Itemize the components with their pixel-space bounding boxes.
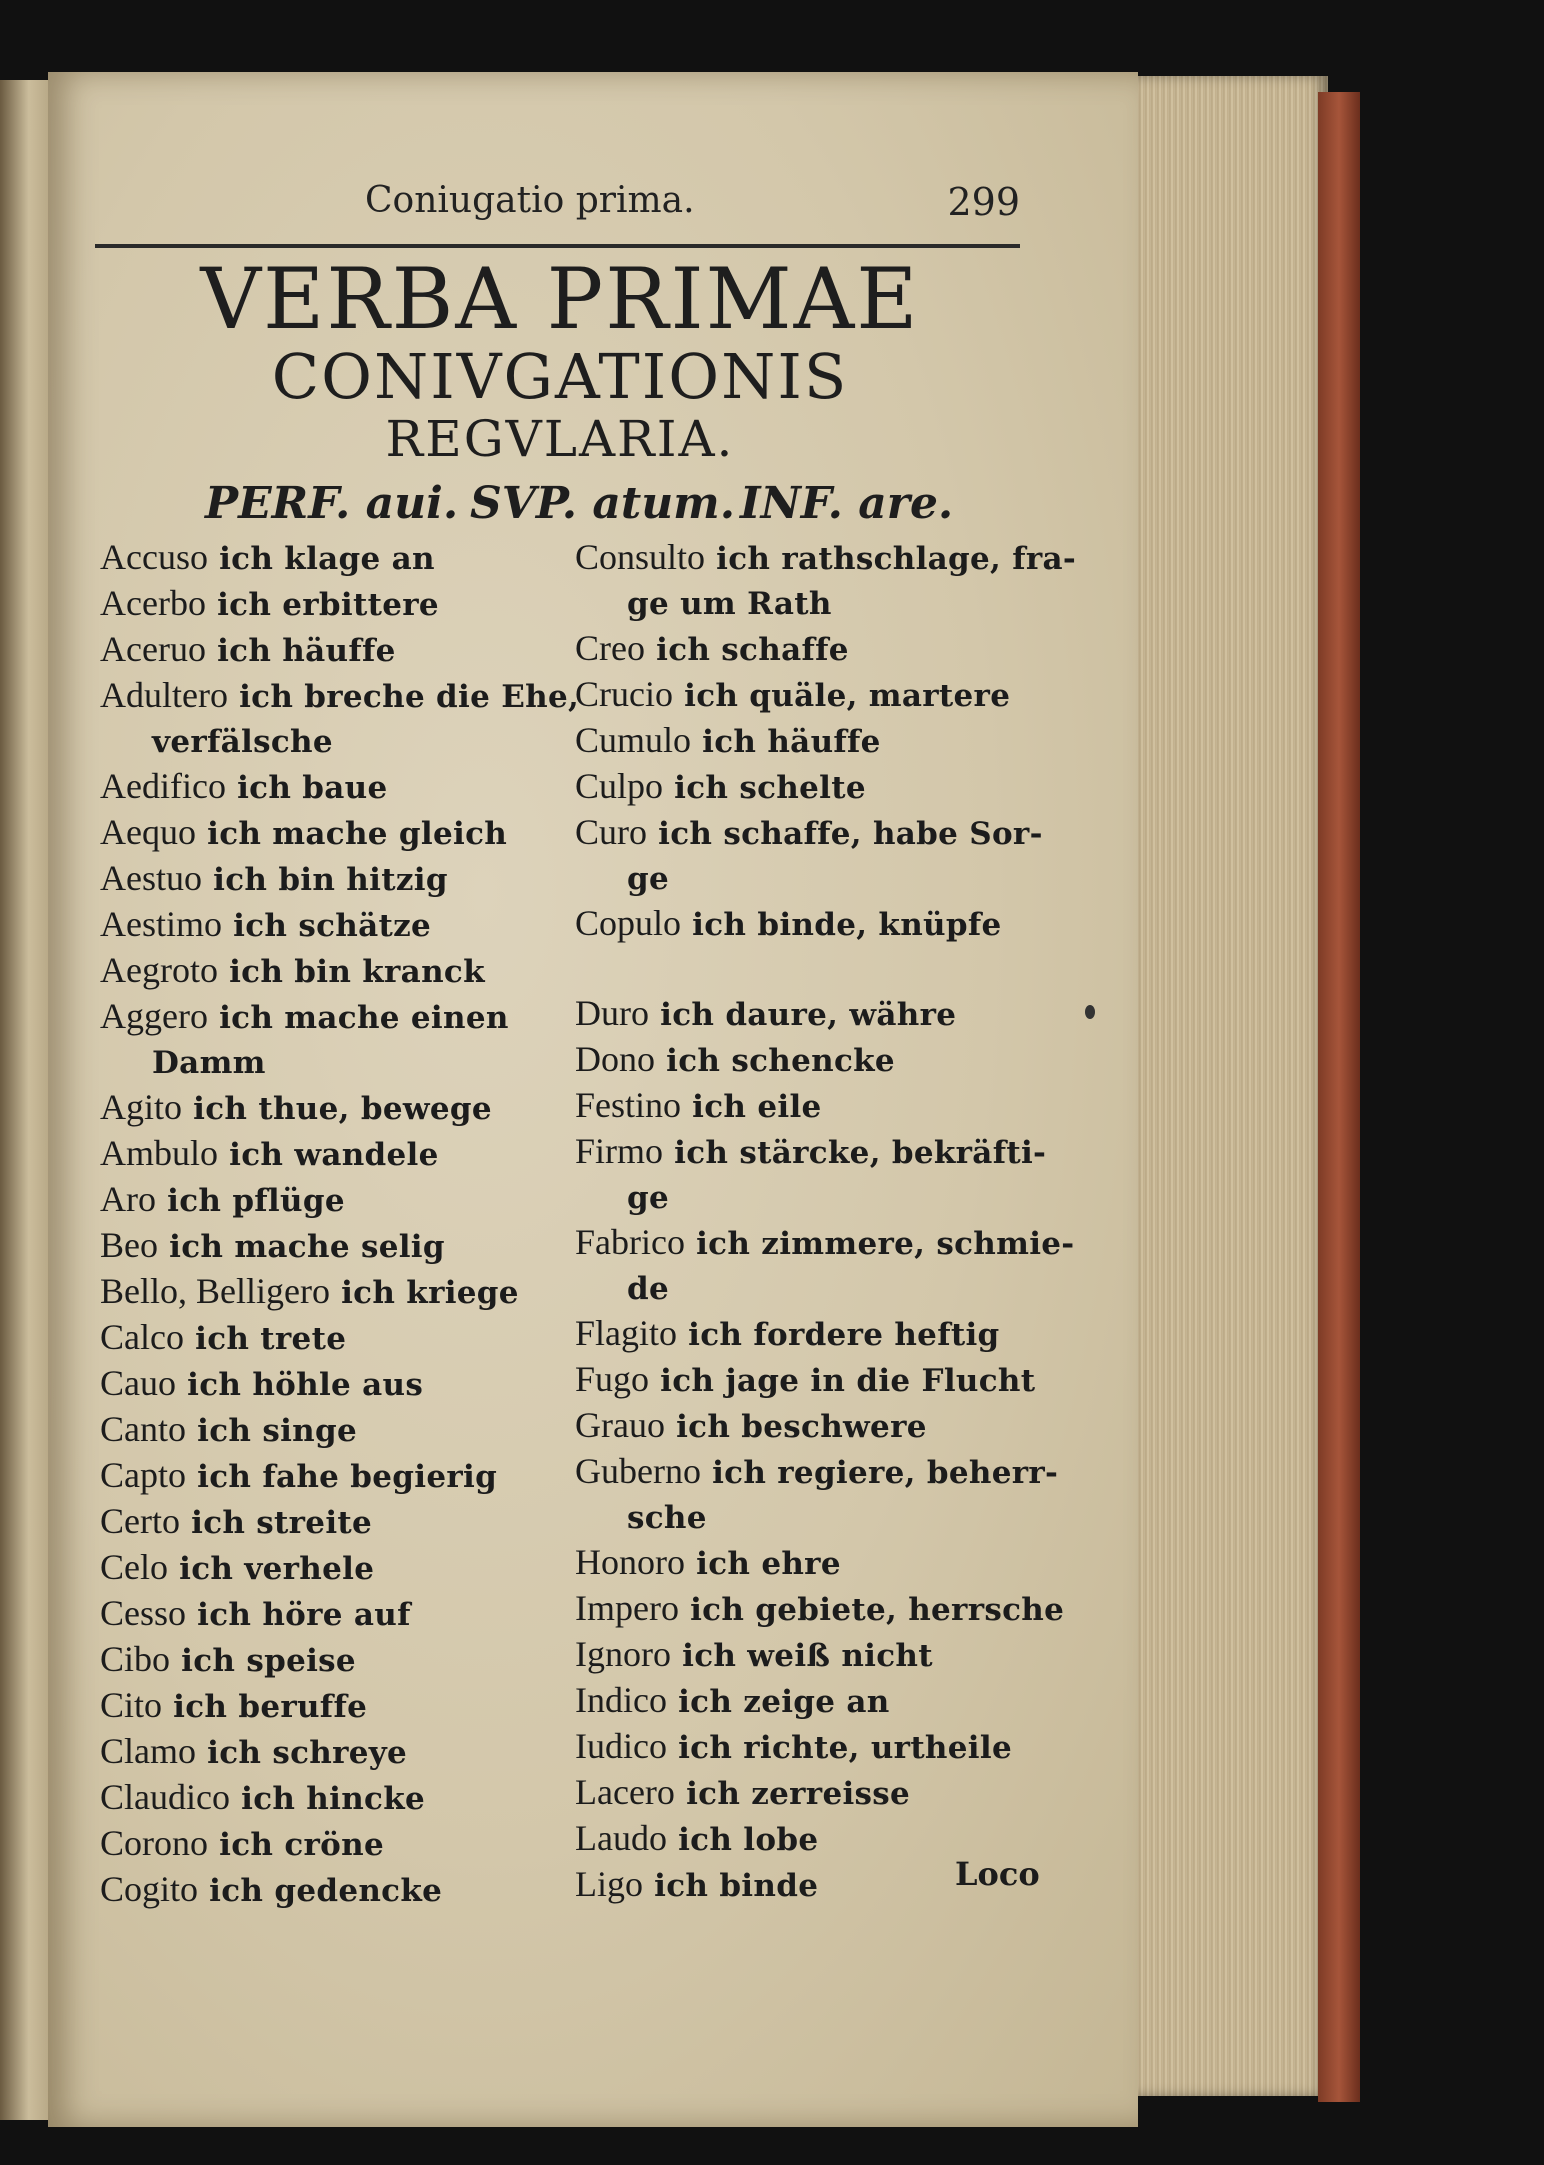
german-gloss: ge um Rath [627,586,832,622]
verb-entry-continuation [575,856,1045,901]
latin-verb: Clamo [100,1731,196,1771]
german-gloss: ich hincke [241,1781,426,1817]
verb-entry [100,856,560,902]
verb-entry [575,1632,1045,1678]
german-gloss: ich wandele [229,1137,439,1173]
page-fore-edge [1138,76,1328,2096]
german-gloss: de [627,1271,669,1307]
german-gloss: ich daure, währe [660,997,957,1033]
verb-entry [575,1449,1059,1495]
german-gloss: ich breche die Ehe, [239,679,580,715]
verb-entry [575,535,1077,581]
latin-verb: Indico [575,1680,667,1720]
verb-entry [100,764,560,810]
verb-entry [575,810,1045,856]
german-gloss: ich stärcke, bekräfti- [674,1135,1047,1171]
latin-verb: Laudo [575,1818,667,1858]
german-gloss: ich häuffe [217,633,396,669]
verb-entry [575,672,1045,718]
german-gloss: ich fordere heftig [688,1317,1000,1353]
german-gloss: ich pflüge [167,1183,345,1219]
verb-entry [100,535,560,581]
verb-entry [100,902,560,948]
page-title-line-1: VERBA PRIMAE [200,250,920,348]
verb-entry [575,1724,1045,1770]
german-gloss: ich mache gleich [207,816,508,852]
latin-verb: Claudico [100,1777,230,1817]
latin-verb: Curo [575,812,647,852]
book-cover-edge [1318,92,1360,2102]
verb-entry [575,1357,1045,1403]
latin-verb: Certo [100,1501,180,1541]
latin-verb: Aestuo [100,858,202,898]
latin-verb: Beo [100,1225,158,1265]
german-gloss: ich erbittere [217,587,439,623]
entry-gap [575,947,1045,991]
latin-verb: Cesso [100,1593,187,1633]
verb-entry [100,673,580,719]
verb-entry-continuation [575,581,1045,626]
latin-verb: Cibo [100,1639,171,1679]
latin-verb: Cumulo [575,720,692,760]
verb-entry [100,1683,560,1729]
german-gloss: ich schreye [207,1735,408,1771]
latin-verb: Crucio [575,674,673,714]
verb-entry [575,1037,1045,1083]
latin-verb: Copulo [575,903,682,943]
latin-verb: Adultero [100,675,228,715]
page-title-line-3: REGVLARIA. [385,410,735,468]
german-gloss: ich mache einen [219,1000,509,1036]
german-gloss: ich schelte [674,770,866,806]
german-gloss: ich klage an [219,541,435,577]
latin-verb: Honoro [575,1542,685,1582]
verb-entry [575,1678,1045,1724]
latin-verb: Fugo [575,1359,650,1399]
latin-verb: Bello, Belligero [100,1271,330,1311]
german-gloss: ich verhele [179,1551,375,1587]
verb-entry [575,626,1045,672]
german-gloss: sche [627,1500,707,1536]
latin-verb: Flagito [575,1313,678,1353]
latin-verb: Firmo [575,1131,664,1171]
verb-entry [100,1177,560,1223]
latin-verb: Canto [100,1409,186,1449]
running-title: Coniugatio prima. [365,180,695,221]
verb-entry [100,1821,560,1867]
german-gloss: ich speise [181,1643,356,1679]
latin-verb: Creo [575,628,645,668]
latin-verb: Aro [100,1179,156,1219]
german-gloss: ich thue, bewege [193,1091,492,1127]
latin-verb: Ambulo [100,1133,219,1173]
german-gloss: ich bin hitzig [213,862,448,898]
verb-entry [575,1403,1045,1449]
latin-verb: Cauo [100,1363,176,1403]
german-gloss: ich binde [654,1868,819,1904]
latin-verb: Aegroto [100,950,218,990]
left-page-edge [0,80,48,2120]
verb-entry [100,810,560,856]
german-gloss: ich singe [197,1413,357,1449]
german-gloss: ich beruffe [173,1689,368,1725]
verb-entry-continuation [100,719,560,764]
german-gloss: Damm [152,1045,266,1081]
verb-entry [575,1770,1045,1816]
verb-entry [100,1361,560,1407]
german-gloss: ich beschwere [676,1409,927,1445]
latin-verb: Fabrico [575,1222,685,1262]
verb-entry [100,1729,560,1775]
verb-entry [100,627,560,673]
verb-entry [100,581,560,627]
verb-entry [100,948,560,994]
german-gloss: ich eile [692,1089,822,1125]
german-gloss: ich jage in die Flucht [660,1363,1036,1399]
german-gloss: ich zerreisse [686,1776,911,1812]
latin-verb: Aequo [100,812,196,852]
german-gloss: ich ehre [696,1546,841,1582]
running-head [360,180,1020,230]
verb-entry [100,994,560,1040]
german-gloss: ich mache selig [169,1229,445,1265]
page-title-line-2: CONIVGATIONIS [271,340,849,413]
latin-verb: Guberno [575,1451,701,1491]
german-gloss: ich weiß nicht [682,1638,933,1674]
german-gloss: ich cröne [219,1827,384,1863]
latin-verb: Impero [575,1588,679,1628]
german-gloss: ich gebiete, herrsche [690,1592,1065,1628]
catchword: Loco [955,1855,1040,1893]
verb-entry [100,1867,560,1913]
subhead-infinitive: INF. are. [740,478,954,529]
subhead-perfect: PERF. aui. [205,478,459,529]
verb-entry [100,1223,560,1269]
latin-verb: Corono [100,1823,208,1863]
german-gloss: ich rathschlage, fra- [716,541,1077,577]
latin-verb: Aedifico [100,766,226,806]
verb-entry [100,1315,560,1361]
german-gloss: ich richte, urtheile [678,1730,1012,1766]
german-gloss: ich schencke [666,1043,895,1079]
verb-entry [575,1083,1045,1129]
latin-verb: Grauo [575,1405,665,1445]
german-gloss: ich zeige an [678,1684,890,1720]
latin-verb: Duro [575,993,649,1033]
german-gloss: ge [627,861,669,897]
verb-entry [100,1591,560,1637]
latin-verb: Agito [100,1087,183,1127]
verb-entry [100,1775,560,1821]
german-gloss: ich bin kranck [229,954,485,990]
verb-entry-continuation [575,1266,1045,1311]
verb-entry [100,1453,560,1499]
verb-entry [575,1586,1065,1632]
german-gloss: ich binde, knüpfe [692,907,1002,943]
verb-entry-continuation [100,1040,560,1085]
german-gloss: ich kriege [341,1275,519,1311]
verb-entry [100,1407,560,1453]
latin-verb: Aggero [100,996,208,1036]
german-gloss: ich trete [195,1321,347,1357]
verb-entry [575,1540,1045,1586]
latin-verb: Aceruo [100,629,206,669]
left-verb-column [100,535,580,1913]
german-gloss: ich schaffe [656,632,849,668]
german-gloss: ich höre auf [197,1597,411,1633]
latin-verb: Festino [575,1085,682,1125]
verb-entry [100,1085,560,1131]
german-gloss: verfälsche [152,724,333,760]
german-gloss: ich baue [237,770,388,806]
german-gloss: ich schaffe, habe Sor- [658,816,1043,852]
verb-entry [100,1545,560,1591]
latin-verb: Ignoro [575,1634,671,1674]
latin-verb: Ligo [575,1864,643,1904]
latin-verb: Acerbo [100,583,206,623]
latin-verb: Celo [100,1547,168,1587]
verb-entry [100,1637,560,1683]
german-gloss: ich streite [191,1505,373,1541]
german-gloss: ich lobe [678,1822,819,1858]
verb-entry-continuation [575,1495,1045,1540]
german-gloss: ich schätze [233,908,432,944]
german-gloss: ich fahe begierig [197,1459,498,1495]
latin-verb: Aestimo [100,904,222,944]
page-number: 299 [947,180,1020,224]
conjugation-subheads [200,478,980,538]
verb-entry [575,764,1045,810]
verb-entry [575,1311,1045,1357]
subhead-supine: SVP. atum. [470,478,736,529]
verb-entry [575,901,1045,947]
header-rule [95,244,1020,248]
latin-verb: Cito [100,1685,163,1725]
german-gloss: ich zimmere, schmie- [696,1226,1075,1262]
right-verb-column [575,535,1077,1908]
latin-verb: Accuso [100,537,208,577]
german-gloss: ich gedencke [209,1873,443,1909]
verb-entry [100,1131,560,1177]
verb-entry [100,1269,560,1315]
verb-entry [575,991,1045,1037]
latin-verb: Iudico [575,1726,667,1766]
latin-verb: Capto [100,1455,186,1495]
verb-entry [575,718,1045,764]
verb-entry-continuation [575,1175,1045,1220]
german-gloss: ich regiere, beherr- [712,1455,1059,1491]
verb-entry [575,1129,1045,1175]
latin-verb: Lacero [575,1772,675,1812]
german-gloss: ge [627,1180,669,1216]
verb-entry [575,1220,1075,1266]
german-gloss: ich häuffe [702,724,881,760]
latin-verb: Consulto [575,537,706,577]
latin-verb: Culpo [575,766,664,806]
latin-verb: Dono [575,1039,655,1079]
verb-entry [100,1499,560,1545]
german-gloss: ich quäle, martere [684,678,1011,714]
latin-verb: Cogito [100,1869,199,1909]
ink-spot [1085,1005,1095,1019]
german-gloss: ich höhle aus [187,1367,424,1403]
latin-verb: Calco [100,1317,184,1357]
